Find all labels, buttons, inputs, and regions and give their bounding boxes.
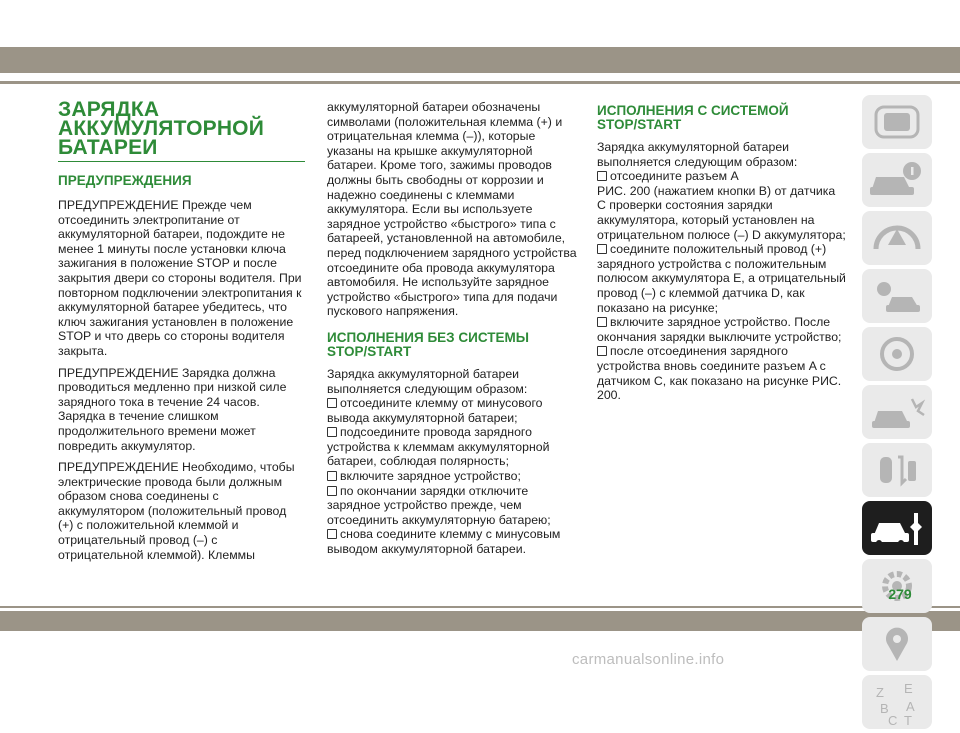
tab-dashboard[interactable] [862, 211, 932, 265]
index-letter: E [904, 681, 913, 696]
step-item [597, 315, 847, 344]
tab-car-light[interactable] [862, 269, 932, 323]
dashboard-warning-icon [862, 211, 932, 265]
bottom-divider [0, 606, 960, 608]
index-letter: B [880, 701, 889, 716]
index-letter: T [904, 713, 912, 728]
figure-reference-text: РИС. 200 (нажатием кнопки B) от датчика C проверки состояния зарядки аккумулятора, который установлен на отрицательном полюсе (–) D аккумулятора; [597, 183, 846, 242]
title-line: БАТАРЕИ [58, 136, 158, 159]
stop-start-heading [597, 104, 847, 132]
checkbox-bullet-icon [597, 244, 607, 254]
car-sun-icon [862, 269, 932, 323]
heading-line: STOP/START [327, 343, 412, 359]
bottom-gray-band [0, 611, 960, 631]
column-2 [327, 100, 577, 557]
steering-wheel-icon [862, 327, 932, 381]
warning-paragraph: ПРЕДУПРЕЖДЕНИЕ Зарядка должна проводиться медленно при низкой силе зарядного тока в течение 24 часов. Зарядка в течение слишком продолжительного времени может повредить аккумулятор. [58, 365, 287, 453]
heading-line: ИСПОЛНЕНИЯ С СИСТЕМОЙ [597, 103, 789, 118]
column-1 [58, 100, 305, 569]
checkbox-bullet-icon [327, 471, 337, 481]
step-text: соедините положительный провод (+) зарядного устройства с положительным полюсом аккумулятора E, а отрицательный провод (–) с клеммой датчика D, как показано на рисунке; [597, 242, 846, 315]
step-item [597, 169, 847, 184]
tab-multimedia[interactable] [862, 617, 932, 671]
navigation-pin-icon [862, 617, 932, 671]
checkbox-bullet-icon [597, 171, 607, 181]
continued-paragraph: аккумуляторной батареи обозначены символами (положительная клемма (+) и отрицательная клемма (–)), которые указаны на крышке аккумуляторной батареи. Кроме того, зажимы проводов должны быть свободны от коррозии и надежно соединены с клеммами аккумулятора. Если вы используете зарядное устройство «быстрого» типа с батареей, установленной на автомобиле, перед подключением зарядного устройства отсоедините оба провода аккумулятора автомобиля. Не используйте зарядное устройство «быстрого» типа для подачи пускового напряжения. [327, 100, 577, 319]
index-letter: C [888, 713, 898, 728]
heading-line: STOP/START [597, 117, 682, 132]
key-fob-icon [862, 443, 932, 497]
watermark-text: carmanualsonline.info [572, 651, 725, 668]
index-alphabet-icon [862, 675, 932, 729]
step-item [327, 425, 577, 469]
index-letter: A [906, 699, 915, 714]
step-text: отсоедините клемму от минусового вывода аккумуляторной батареи; [327, 396, 543, 425]
top-divider [0, 81, 960, 84]
car-top-view-icon [862, 95, 932, 149]
tab-maintenance[interactable] [862, 501, 932, 555]
warning-paragraph: ПРЕДУПРЕЖДЕНИЕ Прежде чем отсоединить электропитание от аккумуляторной батареи, подождите не менее 1 минуты после установки ключа зажигания в положение STOP и после закрытия двери со стороны водителя. При повторном подключении электропитания к аккумуляторной батарее убедитесь, что ключ зажигания установлен в положение STOP и что дверь со стороны водителя закрыта. [58, 198, 302, 358]
step-item [327, 469, 577, 484]
no-stop-start-heading [327, 331, 577, 359]
step-text: включите зарядное устройство; [340, 469, 521, 484]
index-letter: Z [876, 685, 884, 700]
step-text: после отсоединения зарядного устройства вновь соедините разъем A с датчиком C, как показано на рисунке РИС. 200. [597, 344, 842, 403]
checkbox-bullet-icon [597, 317, 607, 327]
tab-key[interactable] [862, 443, 932, 497]
tab-emergency[interactable] [862, 385, 932, 439]
title-underline [58, 161, 305, 162]
intro-text: Зарядка аккумуляторной батареи выполняется следующим образом: [597, 140, 798, 169]
car-crash-icon [862, 385, 932, 439]
car-info-icon [862, 153, 932, 207]
checkbox-bullet-icon [327, 398, 337, 408]
checkbox-bullet-icon [327, 486, 337, 496]
checkbox-bullet-icon [327, 529, 337, 539]
step-item [597, 242, 847, 315]
page-number: 279 [888, 586, 912, 602]
step-item [597, 344, 847, 402]
step-item [327, 484, 577, 528]
step-text: снова соедините клемму с минусовым выводом аккумуляторной батареи. [327, 527, 561, 557]
top-gray-band [0, 47, 960, 73]
section-title [58, 100, 305, 157]
title-line: ЗАРЯДКА [58, 98, 160, 121]
step-text: отсоедините разъем A [610, 169, 739, 184]
chapter-tabs [862, 95, 932, 733]
warnings-heading: ПРЕДУПРЕЖДЕНИЯ [58, 173, 192, 188]
heading-line: ИСПОЛНЕНИЯ БЕЗ СИСТЕМЫ [327, 329, 529, 345]
step-item [327, 396, 577, 425]
step-item [327, 527, 577, 556]
step-text: подсоедините провода зарядного устройства к клеммам аккумуляторной батареи, соблюдая полярность; [327, 425, 550, 469]
tab-car-info[interactable] [862, 153, 932, 207]
step-text: включите зарядное устройство. После окончания зарядки выключите устройство; [597, 315, 842, 344]
column-3 [597, 100, 847, 403]
tab-car-overview[interactable] [862, 95, 932, 149]
warning-paragraph: ПРЕДУПРЕЖДЕНИЕ Необходимо, чтобы электрические провода были должным образом снова соединены с аккумулятором (положительный провод (+) с положительной клеммой и отрицательный провод (–) с отрицательной клеммой). Клеммы [58, 460, 295, 562]
tab-index[interactable] [862, 675, 932, 729]
checkbox-bullet-icon [597, 346, 607, 356]
car-wrench-icon [862, 501, 932, 555]
step-text: по окончании зарядки отключите зарядное устройство прежде, чем отсоединить аккумуляторную батарею; [327, 483, 551, 527]
title-line: АККУМУЛЯТОРНОЙ [58, 117, 265, 140]
checkbox-bullet-icon [327, 427, 337, 437]
intro-text: Зарядка аккумуляторной батареи выполняется следующим образом: [327, 366, 528, 396]
tab-steering[interactable] [862, 327, 932, 381]
